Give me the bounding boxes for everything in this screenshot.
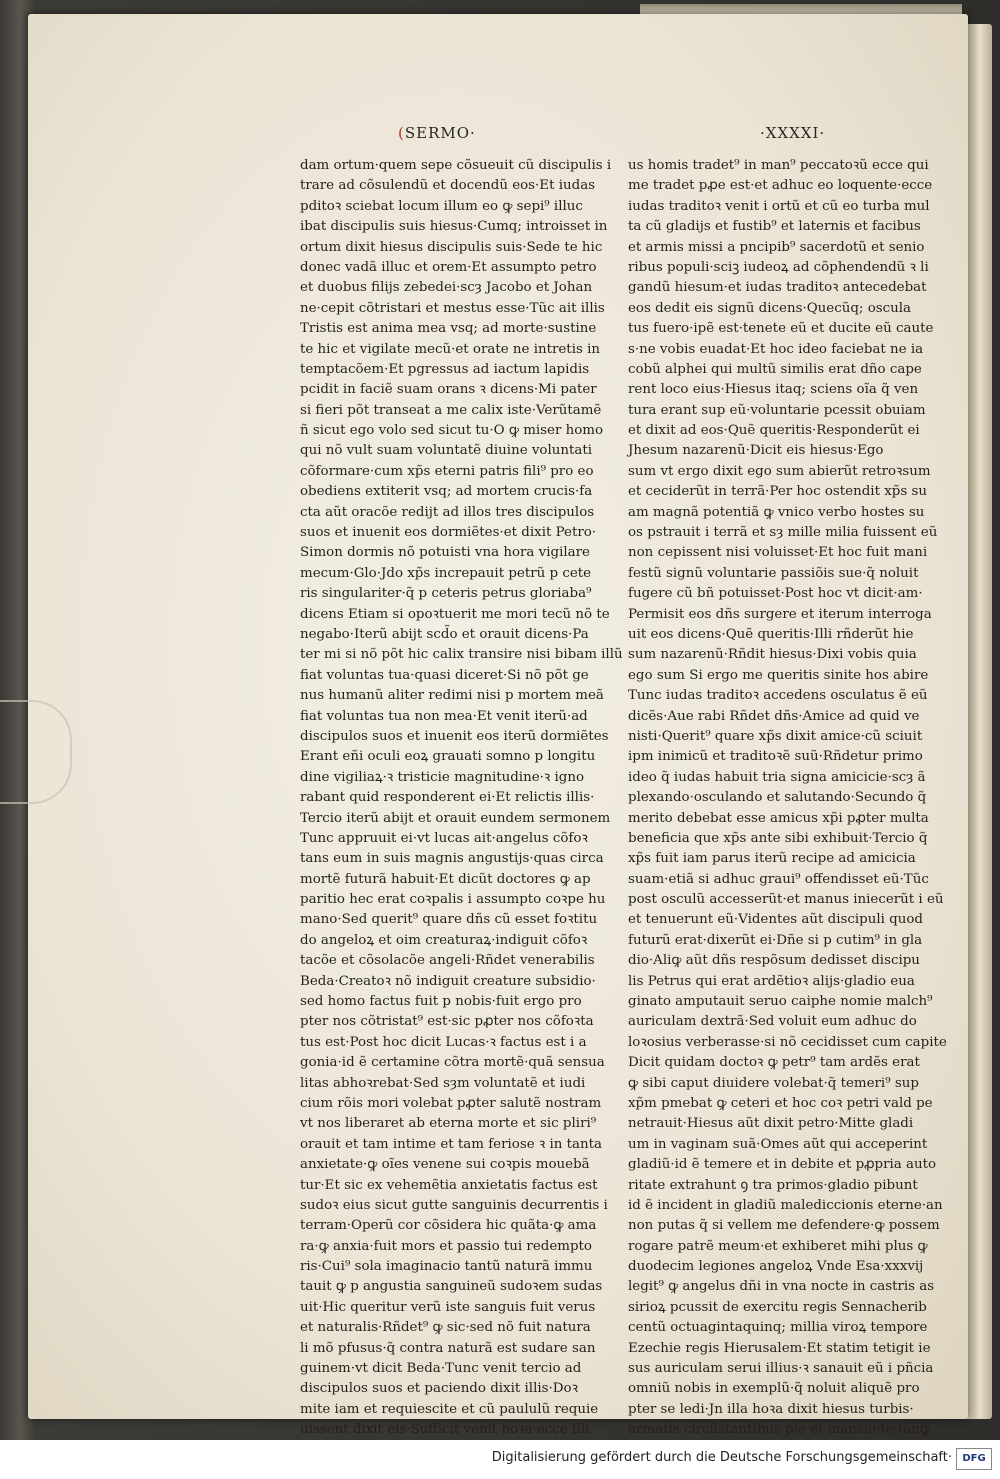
header-numeral: ·XXXXI· bbox=[760, 124, 826, 142]
text-line: Tristis est anima mea vsq; ad morte·sustine bbox=[300, 321, 597, 337]
text-line: non putas q̃ si vellem me defendere·ꝙ possem bbox=[628, 1218, 940, 1234]
text-line: loꝛosius verberasse·si nõ cecidisset cum capite bbox=[628, 1034, 947, 1050]
text-line: non cepissent nisi voluisset·Et hoc fuit mani bbox=[628, 545, 928, 561]
text-line: ideo q̃ iudas habuit tria signa amicicie·scȝ ã bbox=[628, 769, 926, 785]
text-line: vt nos liberaret ab eterna morte et sic pliri⁹ bbox=[300, 1116, 597, 1132]
text-line: am magnã potentiã ꝙ vnico verbo hostes su bbox=[628, 504, 925, 520]
text-line: li mõ pfusus·q̃ contra naturã est sudare san bbox=[300, 1340, 596, 1356]
paragraph-mark: ( bbox=[398, 124, 405, 142]
text-line: Beda·Creatoꝛ nõ indiguit creature subsidio· bbox=[300, 973, 596, 989]
running-header-right bbox=[760, 124, 825, 142]
text-line: mite iam et requiescite et cũ paululũ requie bbox=[300, 1401, 599, 1417]
text-line: tus est·Post hoc dicit Lucas·ꝛ factus est i a bbox=[300, 1034, 587, 1050]
text-line: us homis tradet⁹ in man⁹ peccatoꝛũ ecce qui bbox=[628, 158, 929, 173]
text-line: armatis circũstantibus pie et mansuete·tanꝙ bbox=[628, 1422, 930, 1438]
text-line: tacõe et cõsolacõe angeli·Rñdet venerabilis bbox=[300, 953, 595, 969]
text-line: Jhesum nazarenũ·Dicit eis hiesus·Ego bbox=[628, 443, 884, 459]
text-line: dine vigiliaꝝ·ꝛ tristicie magnitudine·ꝛ igno bbox=[300, 769, 585, 785]
text-line: dicens Etiam si opoꝛtuerit me mori tecũ nõ te bbox=[300, 606, 610, 622]
text-line: id ẽ incident in gladiũ malediccionis eterne·an bbox=[628, 1197, 943, 1213]
text-line: sirioꝝ pcussit de exercitu regis Sennacherib bbox=[628, 1299, 927, 1315]
text-line: ris·Cui⁹ sola imaginacio tantũ naturã immu bbox=[300, 1259, 593, 1275]
text-line: Ezechie regis Hierusalem·Et statim tetigit ie bbox=[628, 1340, 931, 1356]
text-line: guinem·vt dicit Beda·Tunc venit tercio ad bbox=[300, 1361, 582, 1377]
text-line: dio·Aliꝙ aũt dñs respõsum dedisset discipu bbox=[628, 953, 920, 969]
text-line: donec vadã illuc et orem·Et assumpto petro bbox=[300, 259, 597, 275]
text-line: s·ne vobis euadat·Et hoc ideo faciebat ne ia bbox=[628, 341, 924, 357]
text-line: pter nos cõtristat⁹ est·sic pꝓter nos cõfoꝛta bbox=[300, 1014, 594, 1030]
text-line: nus humanũ aliter redimi nisi p mortem meã bbox=[300, 688, 604, 704]
text-line: si fieri põt transeat a me calix iste·Verũtamẽ bbox=[300, 402, 602, 418]
text-line: fugere cũ bñ potuisset·Post hoc vt dicit·am· bbox=[628, 586, 923, 602]
header-sermo: SERMO· bbox=[404, 124, 476, 142]
text-line: mano·Sed querit⁹ quare dñs cũ esset foꝛtitu bbox=[300, 912, 598, 928]
text-line: netrauit·Hiesus aũt dixit petro·Mitte gladi bbox=[628, 1116, 914, 1132]
text-line: uit eos dicens·Quẽ queritis·Illi rñderũt hie bbox=[628, 626, 914, 642]
dfg-logo-icon: DFG bbox=[956, 1448, 992, 1470]
text-line: ortum dixit hiesus discipulis suis·Sede te hic bbox=[300, 239, 603, 255]
text-line: xp̃s fuit iam parus iterũ recipe ad amicicia bbox=[628, 851, 916, 867]
text-line: discipulos suos et paciendo dixit illis·Doꝛ bbox=[300, 1381, 578, 1397]
text-line: um in vaginam suã·Omes aũt qui acceperint bbox=[628, 1136, 928, 1152]
text-line: centũ octuagintaquinq; millia viroꝝ tempore bbox=[628, 1320, 928, 1336]
text-line: cium rõis mori volebat pꝓter salutẽ nostram bbox=[300, 1095, 602, 1111]
text-line: ter mi si nõ põt hic calix transire nisi bibam illũ bbox=[300, 647, 623, 663]
text-line: qui nõ vult suam voluntatẽ diuine voluntati bbox=[300, 443, 593, 459]
bookmark-ribbon bbox=[0, 700, 72, 804]
text-line: ris singulariter·q̃ p ceteris petrus gloriaba⁹ bbox=[300, 586, 592, 602]
text-line: Simon dormis nõ potuisti vna hora vigilare bbox=[300, 545, 590, 561]
text-line: sudoꝛ eius sicut gutte sanguinis decurrentis i bbox=[300, 1197, 608, 1213]
text-line: Tunc appruuit ei·vt lucas ait·angelus cõfoꝛ bbox=[300, 830, 588, 846]
text-line: ribus populi·sciꝫ iudeoꝝ ad cõphendendũ ꝛ li bbox=[628, 259, 929, 275]
text-line: merito debebat esse amicus xp̃i pꝓter multa bbox=[628, 810, 929, 826]
text-line: post osculũ accesserũt·et manus iniecerũt i eũ bbox=[628, 892, 944, 908]
text-line: ꝙ sibi caput diuidere volebat·q̃ temeri⁹ sup bbox=[628, 1075, 919, 1091]
text-line: ñ sicut ego volo sed sicut tu·O ꝙ miser homo bbox=[300, 423, 604, 439]
text-line: gladiũ·id ẽ temere et in debite et pꝓpria auto bbox=[628, 1157, 937, 1173]
text-line: negabo·Iterũ abijt scd̃o et orauit dicens·Pa bbox=[300, 626, 589, 642]
text-line: gandũ hiesum·et iudas traditoꝛ antecedebat bbox=[628, 280, 927, 296]
text-line: rent loco eius·Hiesus itaq; sciens oĩa q̃ ven bbox=[628, 382, 919, 398]
text-line: os pstrauit i terrã et sȝ mille milia fuissent eũ bbox=[628, 525, 938, 541]
text-line: et duobus filijs zebedei·scȝ Jacobo et Johan bbox=[300, 280, 593, 296]
text-line: omniũ nobis in exemplũ·q̃ noluit aliquẽ pro bbox=[628, 1381, 920, 1397]
text-line: pcidit in faciẽ suam orans ꝛ dicens·Mi pater bbox=[300, 382, 597, 398]
text-line: festũ signũ voluntarie passiõis sue·q̃ noluit bbox=[628, 565, 919, 581]
text-line: et naturalis·Rñdet⁹ ꝙ sic·sed nõ fuit natura bbox=[300, 1320, 591, 1336]
text-line: xp̃m pmebat ꝙ ceteri et hoc coꝛ petri vald pe bbox=[628, 1095, 933, 1111]
text-line: cobũ alphei qui multũ similis erat dño cape bbox=[628, 361, 922, 377]
text-line: eos dedit eis signũ dicens·Quecũq; oscula bbox=[628, 300, 912, 316]
text-line: futurũ erat·dixerũt ei·Dñe si p cutim⁹ in gla bbox=[628, 932, 923, 948]
text-line: ginato amputauit seruo caiphe nomie malch⁹ bbox=[628, 994, 933, 1010]
text-line: discipulos suos et inuenit eos iterũ dormiẽtes bbox=[300, 728, 609, 744]
text-line: gonia·id ẽ certamine cõtra mortẽ·quã sensua bbox=[300, 1055, 605, 1071]
text-line: litas abhoꝛrebat·Sed sȝm voluntatẽ et iudi bbox=[300, 1075, 586, 1091]
text-line: ra·ꝙ anxia·fuit mors et passio tui redempto bbox=[300, 1238, 592, 1254]
text-line: sus auriculam serui illius·ꝛ sanauit eũ i pñcia bbox=[628, 1361, 934, 1377]
text-column-right bbox=[628, 156, 947, 1441]
text-line: sum vt ergo dixit ego sum abierũt retroꝛsum bbox=[628, 463, 931, 479]
text-line: Tercio iterũ abijt et orauit eundem sermonem bbox=[300, 810, 611, 826]
text-line: Permisit eos dñs surgere et iterum interroga bbox=[628, 606, 932, 622]
text-line: tans eum in suis magnis angustijs·quas circa bbox=[300, 851, 604, 867]
text-line: cõformare·cum xp̃s eterni patris fili⁹ pro eo bbox=[300, 463, 594, 479]
text-line: obediens extiterit vsq; ad mortem crucis·fa bbox=[300, 484, 593, 500]
text-line: paritio hec erat coꝛpalis i assumpto coꝛpe hu bbox=[300, 892, 606, 908]
text-line: beneficia que xp̃s ante sibi exhibuit·Tercio q̃ bbox=[628, 830, 928, 846]
text-line: ipm inimicũ et traditoꝛẽ suũ·Rñdetur primo bbox=[628, 749, 923, 765]
text-line: pditoꝛ sciebat locum illum eo ꝙ sepi⁹ illuc bbox=[300, 198, 583, 214]
text-line: pter se ledi·Jn illa hoꝛa dixit hiesus turbis· bbox=[628, 1401, 914, 1417]
text-line: suam·etiã si adhuc graui⁹ offendisset eũ·Tũc bbox=[628, 871, 929, 887]
text-line: cta aũt oracõe redijt ad illos tres discipulos bbox=[300, 504, 595, 520]
text-line: nisti·Querit⁹ quare xp̃s dixit amice·cũ sciuit bbox=[628, 728, 923, 744]
text-line: lis Petrus qui erat ardẽtioꝛ alijs·gladio eua bbox=[628, 973, 915, 989]
text-line: Tunc iudas traditoꝛ accedens osculatus ẽ eũ bbox=[628, 688, 928, 704]
text-line: fiat voluntas tua non mea·Et venit iterũ·ad bbox=[300, 708, 588, 724]
text-line: et ceciderũt in terrã·Per hoc ostendit xp̃s su bbox=[628, 484, 927, 500]
text-line: auriculam dextrã·Sed voluit eum adhuc do bbox=[628, 1014, 917, 1030]
text-line: temptacõem·Et pgressus ad iactum lapidis bbox=[300, 361, 590, 377]
text-line: duodecim legiones angeloꝝ Vnde Esa·xxxvij bbox=[628, 1259, 924, 1275]
text-line: ibat discipulis suis hiesus·Cumq; introisset in bbox=[300, 219, 608, 235]
text-line: rogare patrẽ meum·et exhiberet mihi plus ꝙ bbox=[628, 1238, 928, 1254]
text-line: sed homo factus fuit p nobis·fuit ergo pro bbox=[300, 994, 582, 1010]
text-line: tus fuero·ipẽ est·tenete eũ et ducite eũ caute bbox=[628, 321, 934, 337]
footer-credit: Digitalisierung gefördert durch die Deutsche Forschungsgemeinschaft· bbox=[491, 1450, 952, 1465]
text-line: Dicit quidam doctoꝛ ꝙ petr⁹ tam ardẽs erat bbox=[628, 1055, 920, 1071]
text-line: orauit et tam intime et tam feriose ꝛ in tanta bbox=[300, 1136, 603, 1152]
text-line: tura erant sup eũ·voluntarie pcessit obuiam bbox=[628, 402, 926, 418]
text-line: me tradet pꝓe est·et adhuc eo loquente·ecce bbox=[628, 178, 933, 194]
running-header-left bbox=[398, 124, 476, 142]
text-line: do angeloꝝ et oim creaturaꝝ·indiguit cõfoꝛ bbox=[300, 932, 588, 948]
text-line: trare ad cõsulendũ et docendũ eos·Et iudas bbox=[300, 178, 596, 194]
text-line: anxietate·ꝙ oĩes venene sui coꝛpis mouebã bbox=[300, 1157, 590, 1173]
text-line: et tenuerunt eũ·Videntes aũt discipuli quod bbox=[628, 912, 924, 928]
text-column-left bbox=[300, 156, 623, 1441]
text-line: fiat voluntas tua·quasi diceret·Si nõ põt ge bbox=[300, 667, 589, 683]
text-line: rabant quid responderent ei·Et relictis illis· bbox=[300, 790, 595, 806]
text-line: mortẽ futurã habuit·Et dicũt doctores ꝙ ap bbox=[300, 871, 591, 887]
text-line: ego sum Si ergo me queritis sinite hos abire bbox=[628, 667, 929, 683]
text-line: dam ortum·quem sepe cõsueuit cũ discipulis i bbox=[300, 158, 612, 173]
text-line: tauit ꝙ p angustia sanguineũ sudoꝛem sudas bbox=[300, 1279, 603, 1295]
text-line: te hic et vigilate mecũ·et orate ne intretis in bbox=[300, 341, 601, 357]
text-line: ritate extrahunt ꝯ tra primos·gladio pibunt bbox=[628, 1177, 918, 1193]
text-line: mecum·Glo·Jdo xp̃s increpauit petrũ p cete bbox=[300, 565, 592, 581]
text-line: tur·Et sic ex vehemẽtia anxietatis factus est bbox=[300, 1177, 598, 1193]
text-line: et armis missi a pncipib⁹ sacerdotũ et senio bbox=[628, 239, 925, 255]
text-line: terram·Operũ cor cõsidera hic quãta·ꝙ ama bbox=[300, 1218, 597, 1234]
text-line: uissent dixit eis·Sufficit venit hoꝛa·ecce fili bbox=[300, 1422, 590, 1438]
text-line: ta cũ gladijs et fustib⁹ et laternis et facibus bbox=[628, 219, 921, 235]
text-line: sum nazarenũ·Rñdit hiesus·Dixi vobis quia bbox=[628, 647, 917, 663]
text-line: legit⁹ ꝙ angelus dñi in vna nocte in castris as bbox=[628, 1279, 935, 1295]
text-line: dicẽs·Aue rabi Rñdet dñs·Amice ad quid ve bbox=[628, 708, 920, 724]
text-line: plexando·osculando et salutando·Secundo q̃ bbox=[628, 790, 927, 806]
text-line: et dixit ad eos·Quẽ queritis·Responderũt ei bbox=[628, 423, 920, 439]
text-line: ne·cepit cõtristari et mestus esse·Tũc ait illis bbox=[300, 300, 605, 316]
text-line: Erant eñi oculi eoꝝ grauati somno p longitu bbox=[300, 749, 596, 765]
text-line: uit·Hic queritur verũ iste sanguis fuit verus bbox=[300, 1299, 596, 1315]
footer-bar bbox=[0, 1440, 1000, 1479]
text-line: suos et inuenit eos dormiẽtes·et dixit Petro· bbox=[300, 525, 597, 541]
text-line: iudas traditoꝛ venit i ortũ et cũ eo turba mul bbox=[628, 198, 930, 214]
